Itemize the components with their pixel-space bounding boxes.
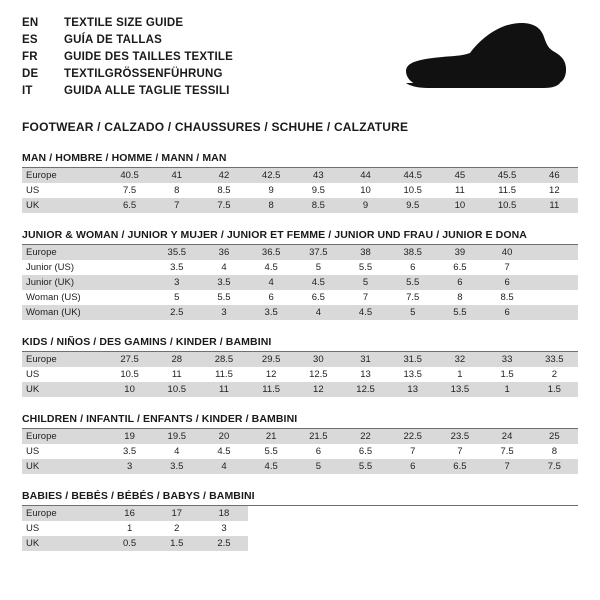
table-cell: 5 <box>295 260 342 275</box>
row-label: Europe <box>22 168 106 183</box>
table-cell: 38.5 <box>389 245 436 260</box>
table-cell: 19.5 <box>153 429 200 444</box>
table-cell <box>106 245 153 260</box>
row-label: US <box>22 521 106 536</box>
table-cell: 44 <box>342 168 389 183</box>
table-cell: 6 <box>484 305 531 320</box>
table-cell: 12.5 <box>295 367 342 382</box>
table-cell: 2.5 <box>153 305 200 320</box>
table-cell: 6 <box>389 260 436 275</box>
table-row <box>22 275 578 290</box>
table-row <box>22 290 578 305</box>
table-cell: 10.5 <box>389 183 436 198</box>
table-cell: 10.5 <box>153 382 200 397</box>
table-cell: 9.5 <box>389 198 436 213</box>
section-title: CHILDREN / INFANTIL / ENFANTS / KINDER / BAMBINI <box>22 413 578 429</box>
table-cell: 36.5 <box>248 245 295 260</box>
language-row <box>22 33 233 48</box>
table-cell: 3 <box>153 275 200 290</box>
section-babies <box>22 490 578 551</box>
table-cell-empty <box>531 506 578 521</box>
size-table <box>22 429 578 474</box>
language-row <box>22 84 233 99</box>
table-cell: 6.5 <box>436 260 483 275</box>
table-cell <box>531 275 578 290</box>
table-cell: 7 <box>342 290 389 305</box>
table-cell-empty <box>295 521 342 536</box>
table-cell: 6.5 <box>295 290 342 305</box>
table-row <box>22 506 578 521</box>
table-cell: 1.5 <box>484 367 531 382</box>
table-cell: 8.5 <box>200 183 247 198</box>
language-code: EN <box>22 17 39 29</box>
table-cell: 12 <box>248 367 295 382</box>
row-label: Europe <box>22 429 106 444</box>
table-cell: 22 <box>342 429 389 444</box>
row-label: Woman (UK) <box>22 305 106 320</box>
table-cell: 21.5 <box>295 429 342 444</box>
table-cell: 9 <box>248 183 295 198</box>
table-cell: 3.5 <box>248 305 295 320</box>
section-children <box>22 413 578 474</box>
table-cell-empty <box>389 536 436 551</box>
table-cell-empty <box>389 521 436 536</box>
table-cell: 7.5 <box>106 183 153 198</box>
table-row <box>22 444 578 459</box>
table-cell: 8 <box>153 183 200 198</box>
table-cell: 13 <box>342 367 389 382</box>
table-cell: 8.5 <box>484 290 531 305</box>
table-cell: 36 <box>200 245 247 260</box>
row-label: Junior (US) <box>22 260 106 275</box>
table-cell: 10.5 <box>484 198 531 213</box>
language-title: TEXTILE SIZE GUIDE <box>64 17 184 29</box>
size-table <box>22 168 578 213</box>
table-cell-empty <box>389 506 436 521</box>
table-cell: 30 <box>295 352 342 367</box>
section-title: MAN / HOMBRE / HOMME / MANN / MAN <box>22 152 578 168</box>
table-cell: 0.5 <box>106 536 153 551</box>
table-cell: 3 <box>200 305 247 320</box>
table-cell: 11.5 <box>484 183 531 198</box>
page-title: FOOTWEAR / CALZADO / CHAUSSURES / SCHUHE / CALZATURE <box>22 120 409 134</box>
table-cell: 21 <box>248 429 295 444</box>
page-header <box>22 16 578 106</box>
table-cell-empty <box>342 506 389 521</box>
dress-shoe-icon <box>378 20 568 106</box>
table-row <box>22 260 578 275</box>
table-cell-empty <box>342 521 389 536</box>
table-cell: 4 <box>295 305 342 320</box>
table-cell <box>531 290 578 305</box>
table-cell: 1 <box>484 382 531 397</box>
table-cell: 6.5 <box>436 459 483 474</box>
table-cell: 27.5 <box>106 352 153 367</box>
table-cell: 7 <box>484 260 531 275</box>
section-title: JUNIOR & WOMAN / JUNIOR Y MUJER / JUNIOR ET FEMME / JUNIOR UND FRAU / JUNIOR E DONA <box>22 229 578 245</box>
language-title: GUÍA DE TALLAS <box>64 34 162 46</box>
table-cell: 11 <box>153 367 200 382</box>
table-cell <box>106 260 153 275</box>
size-table <box>22 506 578 551</box>
table-row <box>22 352 578 367</box>
table-cell-empty <box>484 536 531 551</box>
table-cell-empty <box>295 506 342 521</box>
table-row <box>22 429 578 444</box>
language-row <box>22 16 233 31</box>
table-cell <box>531 245 578 260</box>
table-cell-empty <box>436 506 483 521</box>
table-cell: 31.5 <box>389 352 436 367</box>
table-cell: 20 <box>200 429 247 444</box>
table-cell <box>531 260 578 275</box>
table-cell <box>106 290 153 305</box>
row-label: Junior (UK) <box>22 275 106 290</box>
table-cell-empty <box>295 536 342 551</box>
table-cell-empty <box>342 536 389 551</box>
table-cell <box>106 275 153 290</box>
row-label: UK <box>22 198 106 213</box>
table-cell: 46 <box>531 168 578 183</box>
table-cell-empty <box>248 521 295 536</box>
table-cell: 42.5 <box>248 168 295 183</box>
table-cell: 37.5 <box>295 245 342 260</box>
row-label: Europe <box>22 506 106 521</box>
table-cell: 3.5 <box>153 459 200 474</box>
table-cell: 11 <box>436 183 483 198</box>
table-cell: 5 <box>295 459 342 474</box>
table-cell: 10 <box>106 382 153 397</box>
table-cell: 19 <box>106 429 153 444</box>
table-cell: 11.5 <box>248 382 295 397</box>
table-cell: 29.5 <box>248 352 295 367</box>
table-row <box>22 245 578 260</box>
table-cell: 2 <box>153 521 200 536</box>
row-label: US <box>22 183 106 198</box>
row-label: UK <box>22 459 106 474</box>
table-cell: 6 <box>389 459 436 474</box>
table-cell: 40.5 <box>106 168 153 183</box>
language-code: IT <box>22 85 33 97</box>
table-cell: 4 <box>200 260 247 275</box>
table-cell: 25 <box>531 429 578 444</box>
table-cell: 6.5 <box>342 444 389 459</box>
table-cell: 22.5 <box>389 429 436 444</box>
table-cell: 12.5 <box>342 382 389 397</box>
table-cell: 9.5 <box>295 183 342 198</box>
section-title: KIDS / NIÑOS / DES GAMINS / KINDER / BAMBINI <box>22 336 578 352</box>
table-cell: 28.5 <box>200 352 247 367</box>
row-label: US <box>22 444 106 459</box>
table-cell: 8 <box>436 290 483 305</box>
table-cell: 4.5 <box>342 305 389 320</box>
table-cell: 8 <box>531 444 578 459</box>
table-cell: 16 <box>106 506 153 521</box>
row-label: US <box>22 367 106 382</box>
table-cell: 13 <box>389 382 436 397</box>
language-code: DE <box>22 68 39 80</box>
table-cell: 5.5 <box>389 275 436 290</box>
table-cell: 7.5 <box>389 290 436 305</box>
table-cell: 39 <box>436 245 483 260</box>
table-cell: 6 <box>295 444 342 459</box>
table-cell: 17 <box>153 506 200 521</box>
table-cell: 5.5 <box>342 260 389 275</box>
row-label: UK <box>22 536 106 551</box>
table-cell: 7.5 <box>531 459 578 474</box>
table-cell: 4.5 <box>295 275 342 290</box>
table-row <box>22 305 578 320</box>
section-kids <box>22 336 578 397</box>
section-junior-woman <box>22 229 578 320</box>
table-cell: 4 <box>200 459 247 474</box>
language-row <box>22 50 233 65</box>
table-cell: 11.5 <box>200 367 247 382</box>
table-cell: 4 <box>153 444 200 459</box>
table-cell: 35.5 <box>153 245 200 260</box>
table-cell: 32 <box>436 352 483 367</box>
table-cell: 3.5 <box>200 275 247 290</box>
bottom-spacer <box>22 551 578 557</box>
table-row <box>22 459 578 474</box>
table-cell: 1 <box>436 367 483 382</box>
row-label: Europe <box>22 352 106 367</box>
size-table <box>22 245 578 320</box>
table-cell: 40 <box>484 245 531 260</box>
table-cell: 13.5 <box>389 367 436 382</box>
table-cell: 28 <box>153 352 200 367</box>
language-title: GUIDA ALLE TAGLIE TESSILI <box>64 85 230 97</box>
table-cell: 31 <box>342 352 389 367</box>
row-label: Woman (US) <box>22 290 106 305</box>
table-cell-empty <box>531 536 578 551</box>
row-label: UK <box>22 382 106 397</box>
table-cell <box>106 305 153 320</box>
table-cell: 5.5 <box>436 305 483 320</box>
table-cell: 41 <box>153 168 200 183</box>
table-row <box>22 536 578 551</box>
table-cell: 11 <box>531 198 578 213</box>
table-cell: 42 <box>200 168 247 183</box>
table-cell: 3 <box>200 521 247 536</box>
table-cell: 3.5 <box>153 260 200 275</box>
table-cell-empty <box>531 521 578 536</box>
table-cell: 4.5 <box>248 459 295 474</box>
table-cell: 4.5 <box>200 444 247 459</box>
table-cell: 33.5 <box>531 352 578 367</box>
table-cell: 6.5 <box>106 198 153 213</box>
table-cell: 23.5 <box>436 429 483 444</box>
table-cell: 7 <box>484 459 531 474</box>
table-cell: 7 <box>436 444 483 459</box>
table-cell: 10.5 <box>106 367 153 382</box>
table-cell: 2.5 <box>200 536 247 551</box>
table-cell: 7.5 <box>200 198 247 213</box>
table-cell: 33 <box>484 352 531 367</box>
table-cell: 38 <box>342 245 389 260</box>
table-cell-empty <box>436 521 483 536</box>
table-cell: 24 <box>484 429 531 444</box>
table-cell: 10 <box>436 198 483 213</box>
language-code: ES <box>22 34 38 46</box>
table-cell: 9 <box>342 198 389 213</box>
table-cell: 7 <box>153 198 200 213</box>
table-cell: 6 <box>248 290 295 305</box>
table-cell: 45.5 <box>484 168 531 183</box>
table-cell: 2 <box>531 367 578 382</box>
table-cell: 11 <box>200 382 247 397</box>
table-cell: 13.5 <box>436 382 483 397</box>
table-row <box>22 521 578 536</box>
table-cell: 7 <box>389 444 436 459</box>
table-cell-empty <box>248 506 295 521</box>
table-cell: 7.5 <box>484 444 531 459</box>
table-cell: 18 <box>200 506 247 521</box>
language-row <box>22 67 233 82</box>
table-cell: 10 <box>342 183 389 198</box>
table-cell <box>531 305 578 320</box>
table-cell: 6 <box>484 275 531 290</box>
table-cell: 5 <box>153 290 200 305</box>
language-title: TEXTILGRÖSSENFÜHRUNG <box>64 68 223 80</box>
language-list <box>22 16 233 99</box>
table-cell: 1.5 <box>531 382 578 397</box>
table-cell: 43 <box>295 168 342 183</box>
table-cell-empty <box>484 506 531 521</box>
section-title: BABIES / BEBÉS / BÉBÉS / BABYS / BAMBINI <box>22 490 578 506</box>
table-row <box>22 168 578 183</box>
table-cell-empty <box>484 521 531 536</box>
table-cell: 6 <box>436 275 483 290</box>
table-row <box>22 198 578 213</box>
table-cell: 5 <box>342 275 389 290</box>
section-man <box>22 152 578 213</box>
table-row <box>22 183 578 198</box>
table-row <box>22 367 578 382</box>
language-title: GUIDE DES TAILLES TEXTILE <box>64 51 233 63</box>
table-cell: 8.5 <box>295 198 342 213</box>
table-cell: 5.5 <box>200 290 247 305</box>
table-cell: 4 <box>248 275 295 290</box>
table-cell: 12 <box>295 382 342 397</box>
table-cell: 1 <box>106 521 153 536</box>
table-cell: 1.5 <box>153 536 200 551</box>
table-cell: 4.5 <box>248 260 295 275</box>
table-cell: 3 <box>106 459 153 474</box>
table-cell-empty <box>248 536 295 551</box>
table-cell: 3.5 <box>106 444 153 459</box>
table-cell: 44.5 <box>389 168 436 183</box>
table-cell: 5.5 <box>248 444 295 459</box>
table-cell: 5.5 <box>342 459 389 474</box>
size-table <box>22 352 578 397</box>
table-cell-empty <box>436 536 483 551</box>
table-cell: 5 <box>389 305 436 320</box>
table-row <box>22 382 578 397</box>
table-cell: 12 <box>531 183 578 198</box>
row-label: Europe <box>22 245 106 260</box>
table-cell: 45 <box>436 168 483 183</box>
language-code: FR <box>22 51 38 63</box>
table-cell: 8 <box>248 198 295 213</box>
